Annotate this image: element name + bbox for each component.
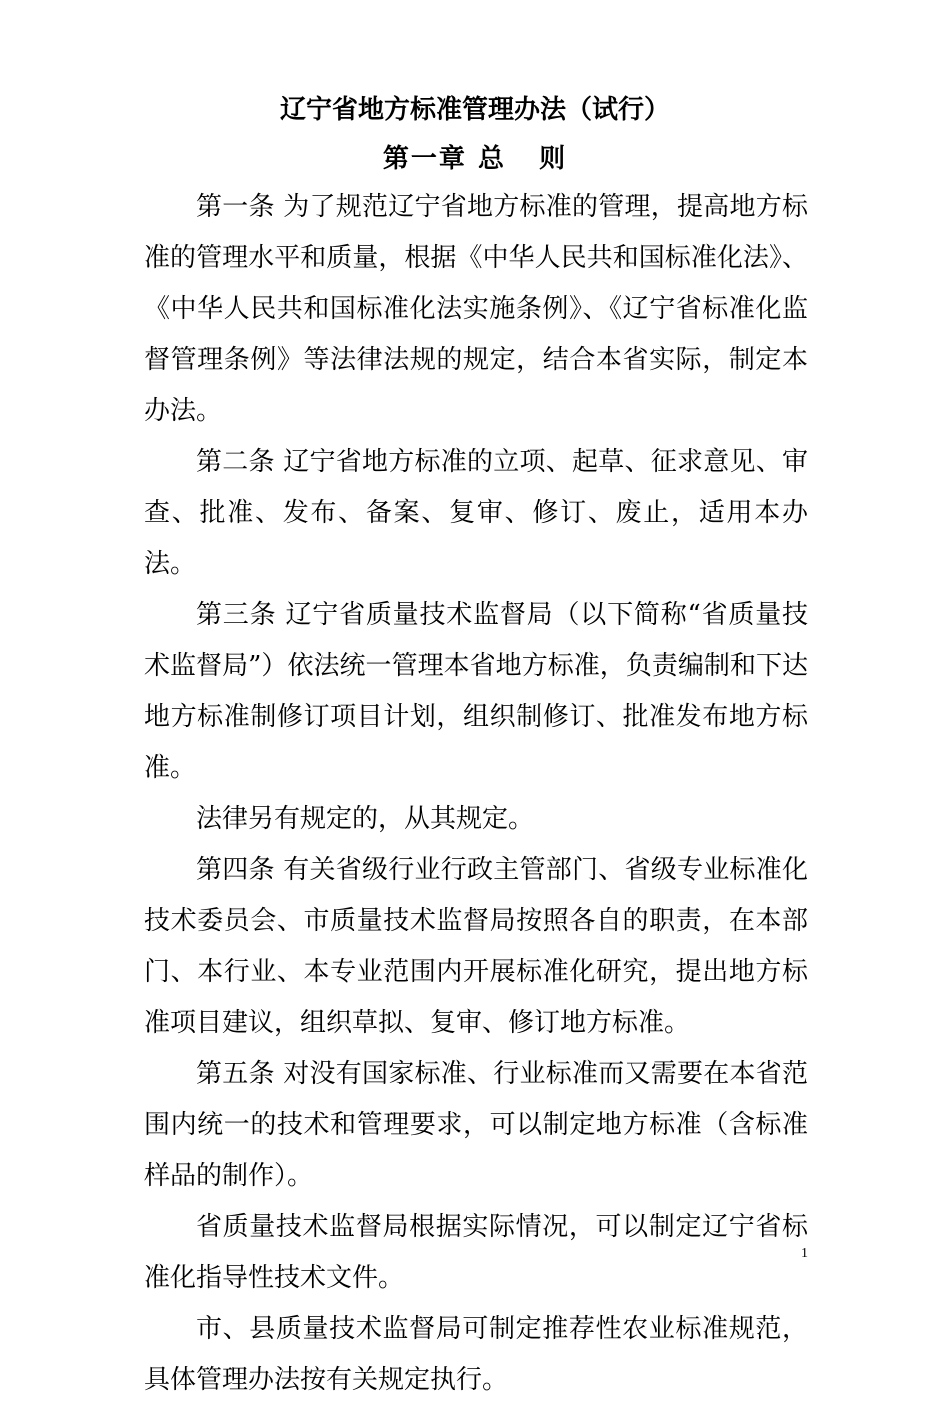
page-number: 1 [801,1246,808,1261]
article-5-provincial-paragraph: 省质量技术监督局根据实际情况，可以制定辽宁省标准化指导性技术文件。 [144,1212,808,1293]
article-2-paragraph: 第二条 辽宁省地方标准的立项、起草、征求意见、审查、批准、发布、备案、复审、修订、废止，适用本办法。 [144,447,808,579]
article-5-municipal-paragraph: 市、县质量技术监督局可制定推荐性农业标准规范，具体管理办法按有关规定执行。 [144,1314,808,1395]
article-5-paragraph: 第五条 对没有国家标准、行业标准而又需要在本省范围内统一的技术和管理要求，可以制定地方标准（含标准样品的制作）。 [144,1059,808,1191]
document-body [144,182,808,1406]
article-1-paragraph: 第一条 为了规范辽宁省地方标准的管理，提高地方标准的管理水平和质量，根据《中华人民共和国标准化法》、《中华人民共和国标准化法实施条例》、《辽宁省标准化监督管理条例》等法律法规的规定，结合本省实际，制定本办法。 [144,192,808,426]
article-3-paragraph: 第三条 辽宁省质量技术监督局（以下简称“省质量技术监督局”）依法统一管理本省地方标准，负责编制和下达地方标准制修订项目计划，组织制修订、批准发布地方标准。 [144,600,808,783]
article-3-supplement-paragraph: 法律另有规定的，从其规定。 [196,804,535,834]
article-4-paragraph: 第四条 有关省级行业行政主管部门、省级专业标准化技术委员会、市质量技术监督局按照各自的职责，在本部门、本行业、本专业范围内开展标准化研究，提出地方标准项目建议，组织草拟、复审、修订地方标准。 [144,855,808,1038]
document-title: 辽宁省地方标准管理办法（试行） [279,95,670,125]
chapter-heading: 第一章 总 则 [382,144,568,174]
